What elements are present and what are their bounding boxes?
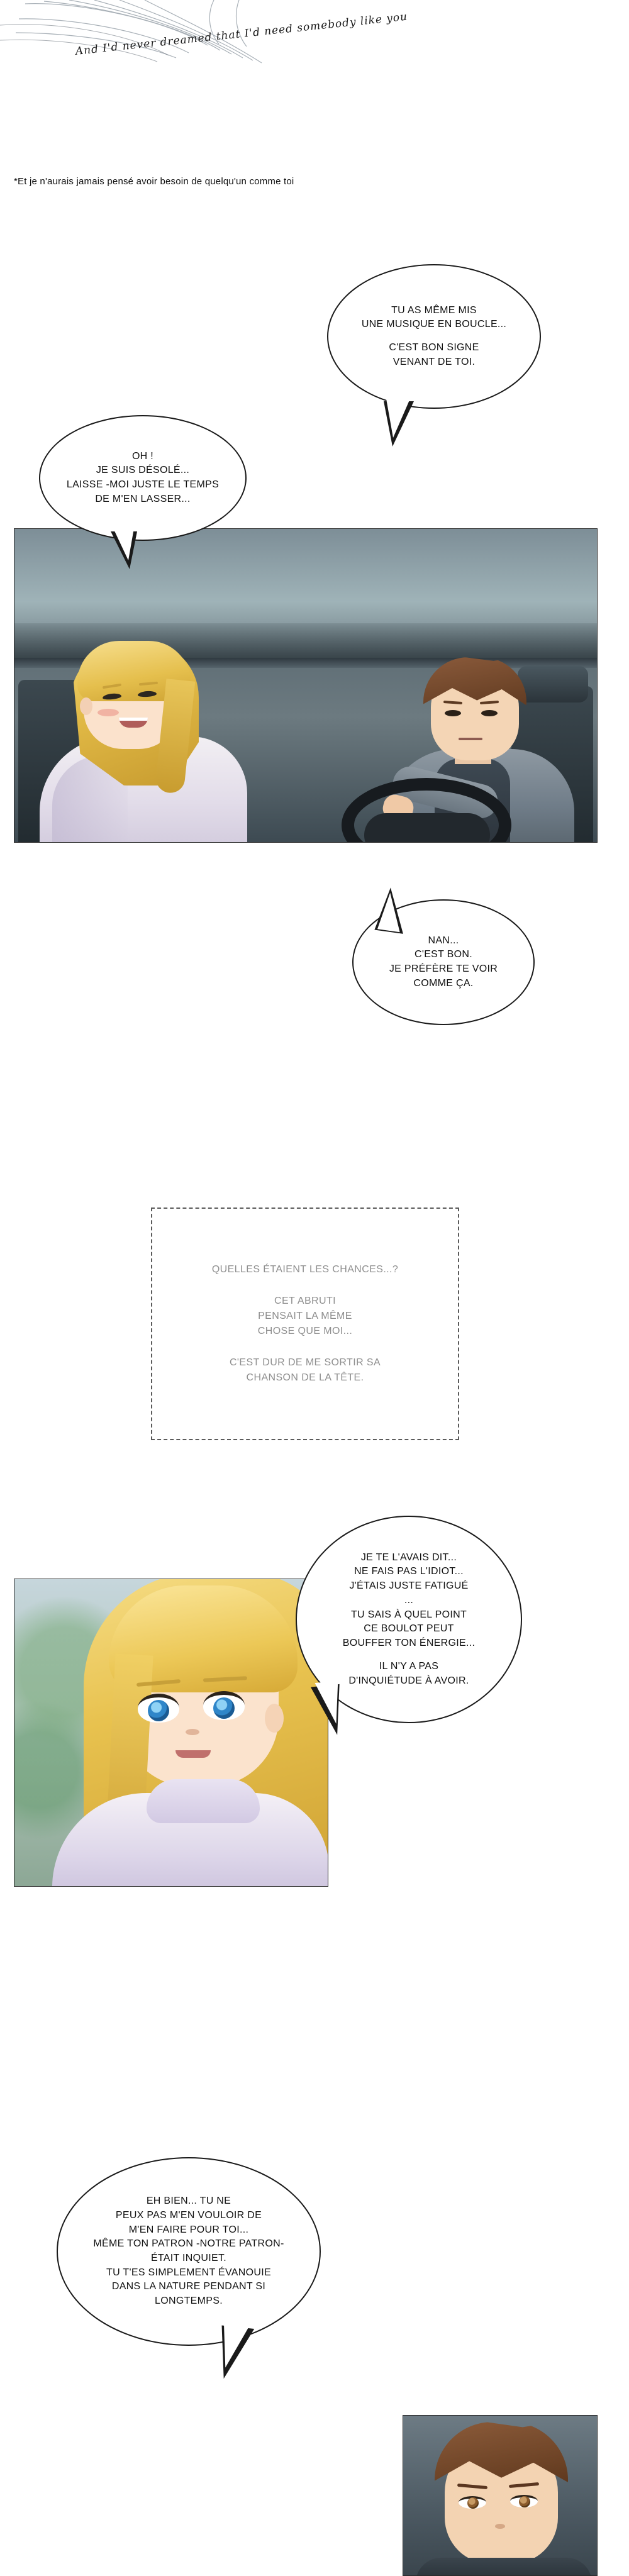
narration-line-2: CET ABRUTI PENSAIT LA MÊME CHOSE QUE MOI...	[257, 1296, 353, 1336]
car-windshield	[14, 529, 598, 661]
bubble-5-tail-fill	[219, 2322, 250, 2370]
bubble-4-line-2: IL N'Y A PAS D'INQUIÉTUDE À AVOIR.	[348, 1660, 469, 1686]
bubble-1-line-2: C'EST BON SIGNE VENANT DE TOI.	[389, 342, 479, 367]
car-headrest-right	[518, 666, 588, 702]
bubble-4-tail-fill	[315, 1680, 343, 1725]
closeup-collar	[147, 1779, 260, 1823]
closeup-mouth	[175, 1750, 211, 1758]
handwriting-banner	[0, 0, 629, 94]
man-closeup-iris-right	[519, 2496, 530, 2507]
narration-line-1: QUELLES ÉTAIENT LES CHANCES...?	[211, 1264, 399, 1275]
closeup-iris-left	[148, 1700, 169, 1721]
steering-wheel-hub	[364, 813, 490, 843]
man-closeup-shoulders	[416, 2558, 592, 2576]
closeup-iris-right	[213, 1697, 235, 1719]
woman-ear	[80, 697, 92, 715]
speech-bubble-1	[327, 264, 541, 409]
closeup-nose	[186, 1729, 199, 1735]
bubble-3-line-1: NAN... C'EST BON. JE PRÉFÈRE TE VOIR COMME ÇA.	[389, 935, 498, 989]
man-mouth	[459, 738, 482, 740]
narration-box	[151, 1208, 459, 1440]
bubble-1-tail-fill	[386, 399, 410, 438]
translator-note: *Et je n'aurais jamais pensé avoir besoin de quelqu'un comme toi	[14, 176, 294, 187]
panel-man-closeup	[403, 2415, 598, 2576]
man-eye-right	[481, 710, 498, 716]
panel-woman-closeup	[14, 1579, 328, 1887]
bubble-4-line-1: JE TE L'AVAIS DIT... NE FAIS PAS L'IDIOT... J'ÉTAIS JUSTE FATIGUÉ ... TU SAIS À QUEL POINT CE BOULOT PEUT BOUFFER TON ÉNERGIE...	[342, 1552, 476, 1649]
man-eye-left	[445, 710, 461, 716]
banner-handwritten-text: And I'd never dreamed that I'd need somebody like you	[74, 10, 408, 58]
woman-blush	[97, 709, 119, 716]
man-closeup-nose	[495, 2524, 505, 2529]
speech-bubble-2	[39, 415, 247, 541]
panel-car-interior	[14, 528, 598, 843]
bubble-5-line-1: EH BIEN... TU NE PEUX PAS M'EN VOULOIR DE M'EN FAIRE POUR TOI... MÊME TON PATRON -NOTRE PATRON- ÉTAIT INQUIET. TU T'ES SIMPLEMENT ÉVANOUIE DANS LA NATURE PENDANT SI LONGTEMPS.	[93, 2196, 284, 2307]
closeup-ear	[265, 1704, 284, 1733]
speech-bubble-5	[57, 2157, 321, 2346]
bubble-2-line-1: OH ! JE SUIS DÉSOLÉ... LAISSE -MOI JUSTE LE TEMPS DE M'EN LASSER...	[66, 450, 220, 504]
man-closeup-iris-left	[467, 2497, 479, 2509]
bubble-2-tail-fill	[113, 528, 134, 560]
bubble-1-line-1: TU AS MÊME MIS UNE MUSIQUE EN BOUCLE...	[361, 304, 507, 330]
narration-line-3: C'EST DUR DE ME SORTIR SA CHANSON DE LA TÊTE.	[229, 1357, 381, 1383]
